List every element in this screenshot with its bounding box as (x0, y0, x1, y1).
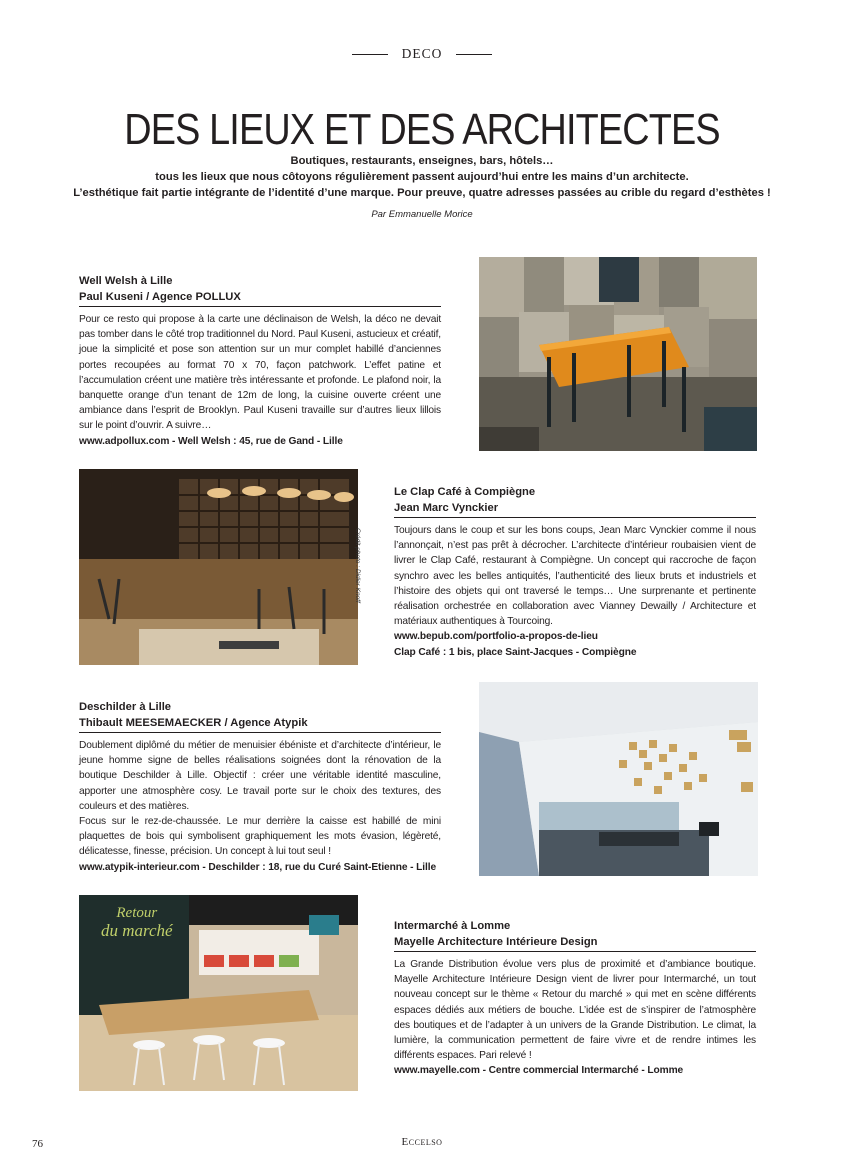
photo-well-welsh (479, 257, 757, 451)
magazine-name: Eccelso (401, 1136, 443, 1148)
article-link[interactable]: www.adpollux.com - Well Welsh : 45, rue de Gand - Lille (79, 435, 343, 447)
article-rule (394, 951, 756, 952)
photo-credit: Crédit photo : Didier Knoff (354, 528, 361, 603)
article-link[interactable]: www.mayelle.com - Centre commercial Intermarché - Lomme (394, 1065, 684, 1077)
article-place: Well Welsh à Lille (79, 275, 173, 287)
article-body: Toujours dans le coup et sur les bons coups, Jean Marc Vynckier comme il nous l’annonçait, n’est pas prêt à décrocher. L’architecte d’intérieur roubaisien vient de livrer le Clap Café, restaurant à Compiègne. Un concept qui raccroche de façon synchro avec les belles antiquités, l’authenticité des lieux bruts et industriels et l’histoire des objets qui ont traversé le temps… Une surprenante et pertinente réalisation orchestrée en collaboration avec Vianney Dewailly / Architecture et matériaux authentiques à Tourcoing. (394, 525, 756, 628)
article-rule (79, 732, 441, 733)
intro-line: Boutiques, restaurants, enseignes, bars, hôtels… (290, 155, 554, 167)
article-clap-cafe (394, 484, 756, 660)
article-body: La Grande Distribution évolue vers plus de proximité et d’ambiance boutique. Mayelle Architecture Intérieure Design vient de livrer pour Intermarché, un tout nouveau concept sur le thème « Retour du marché » qui met en scène différents espaces dédiés aux métiers de bouche. L’idée est de s’inspirer de l’atmosphère des boutiques et de l’adapter à un univers de la Grande Distribution. Le climat, la lumière, la communication permettent de faire vivre et de rendre intimes les différents espaces. Pari relevé ! (394, 959, 756, 1062)
article-body: Pour ce resto qui propose à la carte une déclinaison de Welsh, la déco ne devait pas tomber dans le côté trop traditionnel du Nord. Paul Kuseni, astucieux et créatif, joue la simplicité et pose son attention sur un mur complet habillé d’anciennes portes recoupées au format 70 x 70, façon patchwork. L’effet patine et l’accumulation créent une matière très intéressante et profonde. Le plafond noir, la banquette orange d’un tenant de 12m de long, la cuisine ouverte créent une ambiance dans l’esprit de Brooklyn. Paul Kuseni travaille sur d’autres lieux lillois sur le point d’ouvrir. A suivre… (79, 314, 441, 432)
section-label: DECO (401, 46, 443, 61)
photo-clap-cafe (79, 469, 358, 665)
article-place: Le Clap Café à Compiègne (394, 486, 536, 498)
article-body-paragraph: Doublement diplômé du métier de menuisier ébéniste et d’architecte d’intérieur, le jeune homme signe de belles réalisations soignées dont la rénovation de la boutique Deschilder à Lille. Objectif : créer une véritable identité masculine, apporter une atmosphère cosy. Le travail porte sur le choix des textures, des couleurs et des matières. (79, 740, 441, 812)
page-title: DES LIEUX ET DES ARCHITECTES (124, 105, 720, 154)
photo-clap-cafe-image (79, 469, 358, 665)
intro (0, 153, 844, 201)
photo-deschilder (479, 682, 758, 876)
section-rule-right (456, 54, 492, 55)
article-architect: Mayelle Architecture Intérieure Design (394, 936, 598, 948)
photo-sign-line: du marché (101, 921, 173, 940)
photo-sign-line: Retour (116, 905, 158, 921)
page-number: 76 (32, 1138, 43, 1150)
article-architect: Jean Marc Vynckier (394, 502, 499, 514)
photo-deschilder-image (479, 682, 758, 876)
intro-line: tous les lieux que nous côtoyons régulièrement passent aujourd’hui entre les mains d’un architecte. (155, 171, 689, 183)
article-place: Intermarché à Lomme (394, 920, 511, 932)
article-intermarche (394, 918, 756, 1079)
article-body-paragraph: Focus sur le rez-de-chaussée. Le mur derrière la caisse est habillé de mini plaquettes de bois qui symbolisent graphiquement les mots évasion, légèreté, délicatesse, finesse, précision. Un concept à lui tout seul ! (79, 816, 441, 858)
article-deschilder (79, 699, 441, 875)
article-link[interactable]: www.bepub.com/portfolio-a-propos-de-lieu (394, 631, 598, 643)
article-well-welsh (79, 273, 441, 449)
article-architect: Paul Kuseni / Agence POLLUX (79, 291, 241, 303)
article-link[interactable]: www.atypik-interieur.com - Deschilder : 18, rue du Curé Saint-Etienne - Lille (79, 861, 437, 873)
byline: Par Emmanuelle Morice (371, 209, 473, 220)
photo-intermarche (79, 895, 358, 1091)
article-address: Clap Café : 1 bis, place Saint-Jacques - Compiègne (394, 646, 637, 658)
section-rule-left (352, 54, 388, 55)
article-rule (79, 306, 441, 307)
section-tag (0, 46, 844, 62)
article-rule (394, 517, 756, 518)
article-architect: Thibault MEESEMAECKER / Agence Atypik (79, 717, 308, 729)
article-place: Deschilder à Lille (79, 701, 172, 713)
intro-line: L’esthétique fait partie intégrante de l’identité d’une marque. Pour preuve, quatre adresses passées au crible du regard d’esthètes ! (73, 187, 771, 199)
photo-well-welsh-image (479, 257, 757, 451)
photo-sign (101, 904, 173, 940)
